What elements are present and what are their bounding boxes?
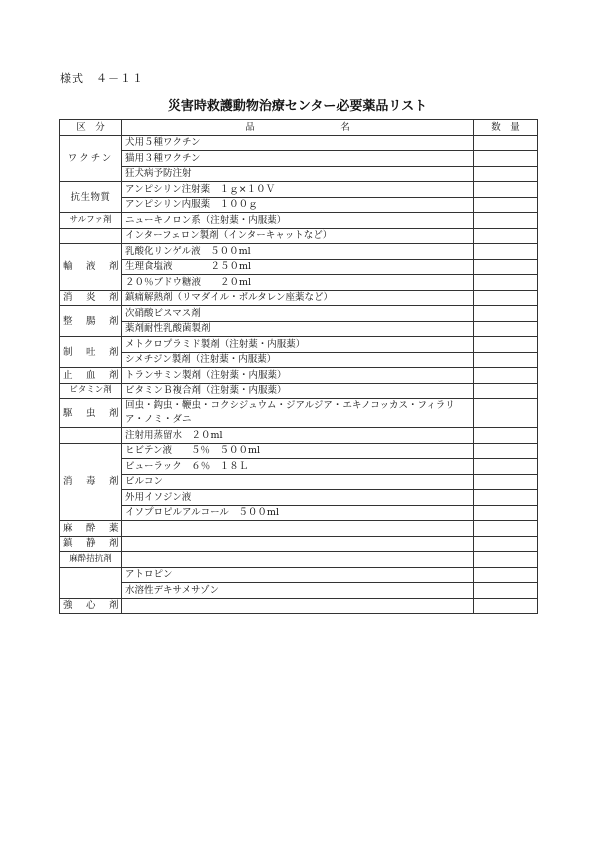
table-row [60,490,538,506]
category-cell: 強 心 剤 [60,598,122,614]
category-cell [60,428,122,444]
item-cell [122,598,474,614]
table-row [60,197,538,213]
item-cell: 回虫・鈎虫・鞭虫・コクシジュウム・ジアルジア・エキノコッカス・フィラリア・ノミ・ダニ [122,399,474,428]
item-cell: ２０％ブドウ糖液 ２０ml [122,275,474,291]
category-cell: 鎮 静 剤 [60,536,122,552]
category-cell: 消 毒 剤 [60,443,122,521]
quantity-cell[interactable] [474,583,538,599]
item-column-header: 品 名 [122,120,474,136]
quantity-cell[interactable] [474,197,538,213]
item-cell: ビタミンＢ複合剤（注射薬・内服薬） [122,383,474,399]
item-cell: 次硝酸ビスマス剤 [122,306,474,322]
quantity-cell[interactable] [474,598,538,614]
quantity-cell[interactable] [474,275,538,291]
category-cell: 抗生物質 [60,182,122,213]
table-row [60,552,538,568]
quantity-cell[interactable] [474,536,538,552]
category-cell: 麻 酔 薬 [60,521,122,537]
quantity-cell[interactable] [474,244,538,260]
table-row [60,567,538,583]
form-number: 様式 ４－１１ [60,72,144,85]
item-cell: イソプロピルアルコール ５００ml [122,505,474,521]
item-cell: 外用イソジン液 [122,490,474,506]
quantity-cell[interactable] [474,474,538,490]
item-cell: 犬用５種ワクチン [122,135,474,151]
table-row [60,352,538,368]
quantity-column-header: 数 量 [474,120,538,136]
table-row [60,306,538,322]
item-cell: ニューキノロン系（注射薬・内服薬） [122,213,474,229]
quantity-cell[interactable] [474,383,538,399]
item-cell [122,521,474,537]
quantity-cell[interactable] [474,213,538,229]
category-cell: 整 腸 剤 [60,306,122,337]
item-cell: 鎮痛解熱剤（リマダイル・ボルタレン座薬など） [122,290,474,306]
table-row [60,459,538,475]
item-cell: 薬剤耐性乳酸菌製剤 [122,321,474,337]
item-cell: 生理食塩液 ２５０ml [122,259,474,275]
item-cell: 狂犬病予防注射 [122,166,474,182]
item-cell: インターフェロン製剤（インターキャットなど） [122,228,474,244]
item-cell: トランサミン製剤（注射薬・内服薬） [122,368,474,384]
quantity-cell[interactable] [474,259,538,275]
table-row [60,321,538,337]
table-row [60,428,538,444]
category-cell: 制 吐 剤 [60,337,122,368]
quantity-cell[interactable] [474,182,538,198]
table-row [60,213,538,229]
table-row [60,244,538,260]
table-row [60,259,538,275]
item-cell: アンピシリン内服薬 １００ｇ [122,197,474,213]
table-row [60,474,538,490]
quantity-cell[interactable] [474,352,538,368]
quantity-cell[interactable] [474,306,538,322]
quantity-cell[interactable] [474,505,538,521]
category-cell: ワクチン [60,135,122,182]
quantity-cell[interactable] [474,552,538,568]
category-cell [60,567,122,598]
quantity-cell[interactable] [474,399,538,428]
table-row [60,443,538,459]
quantity-cell[interactable] [474,290,538,306]
table-row [60,536,538,552]
quantity-cell[interactable] [474,337,538,353]
table-row [60,275,538,291]
table-row [60,598,538,614]
item-cell: 注射用蒸留水 ２０ml [122,428,474,444]
category-cell: 輸 液 剤 [60,244,122,291]
quantity-cell[interactable] [474,151,538,167]
document-title: 災害時救護動物治療センター必要薬品リスト [167,99,428,114]
item-cell: ヒビテン液 ５％ ５００ml [122,443,474,459]
table-row [60,182,538,198]
category-column-header: 区 分 [60,120,122,136]
quantity-cell[interactable] [474,228,538,244]
item-cell: ビューラック ６％ １８Ｌ [122,459,474,475]
category-cell: 駆 虫 剤 [60,399,122,428]
category-cell [60,228,122,244]
table-row [60,166,538,182]
table-row [60,521,538,537]
quantity-cell[interactable] [474,459,538,475]
category-cell: 止 血 剤 [60,368,122,384]
table-row [60,399,538,428]
table-row [60,290,538,306]
category-cell: ビタミン剤 [60,383,122,399]
quantity-cell[interactable] [474,567,538,583]
item-cell [122,552,474,568]
item-cell: アトロピン [122,567,474,583]
quantity-cell[interactable] [474,166,538,182]
quantity-cell[interactable] [474,490,538,506]
item-cell [122,536,474,552]
item-cell: アンピシリン注射薬 １ｇ×１０Ｖ [122,182,474,198]
category-cell: サルファ剤 [60,213,122,229]
table-row [60,383,538,399]
item-cell: メトクロプラミド製剤（注射薬・内服薬） [122,337,474,353]
table-row [60,583,538,599]
table-row [60,505,538,521]
category-cell: 消 炎 剤 [60,290,122,306]
quantity-cell[interactable] [474,443,538,459]
header-row [60,120,538,136]
item-cell: 水溶性デキサメサゾン [122,583,474,599]
quantity-cell[interactable] [474,368,538,384]
table-row [60,135,538,151]
quantity-cell[interactable] [474,428,538,444]
medicine-list-table [59,119,538,614]
table-row [60,337,538,353]
category-cell: 麻酔拮抗剤 [60,552,122,568]
table-row [60,151,538,167]
item-cell: 猫用３種ワクチン [122,151,474,167]
item-cell: ビルコン [122,474,474,490]
quantity-cell[interactable] [474,135,538,151]
quantity-cell[interactable] [474,321,538,337]
table-row [60,368,538,384]
table-row [60,228,538,244]
item-cell: シメチジン製剤（注射薬・内服薬） [122,352,474,368]
quantity-cell[interactable] [474,521,538,537]
item-cell: 乳酸化リンゲル液 ５００ml [122,244,474,260]
